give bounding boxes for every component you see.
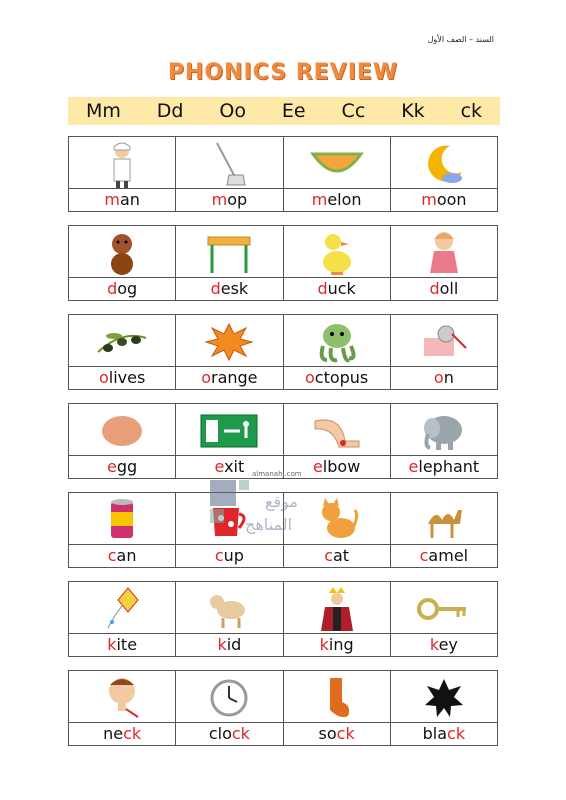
word-label [69,188,175,211]
egg-icon [69,404,175,458]
word-cell [391,226,497,300]
highlighted-sound: m [104,190,120,209]
word-part: esk [220,279,249,298]
word-cell [391,137,497,211]
letter-label: Ee [281,100,306,122]
highlighted-sound: d [429,279,440,298]
elephant-icon [391,404,497,458]
word-part: at [332,546,350,565]
highlighted-sound: d [317,279,328,298]
word-part: gg [116,457,138,476]
header-note: السند – الصف الأول [427,35,494,44]
word-cell [176,493,283,567]
word-label [391,455,497,478]
orange-icon [176,315,282,369]
sock-icon [284,671,390,725]
word-part: so [318,724,337,743]
phonics-row [68,314,498,390]
phonics-row [68,403,498,479]
word-label [69,633,175,656]
word-cell [284,671,391,745]
svg-text:المناهج: المناهج [245,515,293,534]
doll-icon [391,226,497,280]
word-cell [69,582,176,656]
word-cell [69,315,176,389]
word-part: bla [422,724,448,743]
elbow-icon [284,404,390,458]
watermark-text: almanahj.com [252,470,302,478]
word-cell [284,315,391,389]
word-cell [284,226,391,300]
word-label [284,366,390,389]
word-label [391,188,497,211]
highlighted-sound: c [214,546,224,565]
letter-label: Oo [219,100,246,122]
word-label [391,544,497,567]
word-label [284,277,390,300]
word-part: ctopus [314,368,369,387]
letter-label: Dd [156,100,184,122]
highlighted-sound: ck [231,724,250,743]
cat-icon [284,493,390,547]
melon-icon [284,137,390,191]
highlighted-sound: m [211,190,228,209]
word-cell [176,137,283,211]
word-label [176,188,282,211]
page-title: PHONICS REVIEW [167,60,399,85]
word-cell [69,493,176,567]
black-star-icon [391,671,497,725]
word-cell [176,582,283,656]
word-cell [284,493,391,567]
highlighted-sound: k [429,635,439,654]
word-cell [284,582,391,656]
phonics-row [68,670,498,746]
highlighted-sound: c [419,546,429,565]
highlighted-sound: c [324,546,333,565]
word-part: lbow [322,457,361,476]
highlighted-sound: o [98,368,109,387]
man-icon [69,137,175,191]
word-part: amel [428,546,469,565]
kite-icon [69,582,175,636]
word-part: ne [103,724,124,743]
word-part: uck [327,279,356,298]
word-label [176,277,282,300]
word-label [284,188,390,211]
word-cell [284,404,391,478]
word-part: range [211,368,258,387]
duck-icon [284,226,390,280]
highlighted-sound: o [433,368,444,387]
word-cell [391,493,497,567]
king-icon [284,582,390,636]
phonics-row [68,136,498,212]
neck-icon [69,671,175,725]
word-cell [69,404,176,478]
word-label [391,277,497,300]
letters-bar [68,97,500,125]
on-icon [391,315,497,369]
word-cell [284,137,391,211]
word-part: clo [208,724,232,743]
word-part: lives [108,368,146,387]
highlighted-sound: d [107,279,118,298]
word-label [391,633,497,656]
highlighted-sound: e [107,457,117,476]
word-label [69,544,175,567]
word-label [284,722,390,745]
highlighted-sound: o [304,368,315,387]
highlighted-sound: ck [123,724,142,743]
word-label [284,633,390,656]
word-cell [391,671,497,745]
highlighted-sound: d [210,279,221,298]
highlighted-sound: k [319,635,329,654]
word-part: an [119,190,140,209]
highlighted-sound: k [217,635,227,654]
svg-text:موقع: موقع [265,492,298,511]
word-label [69,277,175,300]
word-label [176,722,282,745]
word-part: oll [439,279,459,298]
word-cell [176,671,283,745]
word-label [391,722,497,745]
camel-icon [391,493,497,547]
word-part: op [227,190,248,209]
word-label [176,366,282,389]
highlighted-sound: k [107,635,117,654]
highlighted-sound: ck [447,724,466,743]
olives-icon [69,315,175,369]
word-label [284,544,390,567]
word-part: ite [116,635,138,654]
word-label [69,722,175,745]
word-cell [391,404,497,478]
word-cell [391,315,497,389]
word-label [69,455,175,478]
phonics-row [68,225,498,301]
word-cell [69,671,176,745]
can-icon [69,493,175,547]
highlighted-sound: o [201,368,211,387]
word-part: up [223,546,244,565]
word-part: an [116,546,137,565]
word-cell [391,582,497,656]
word-cell [69,226,176,300]
clock-icon [176,671,282,725]
word-cell [69,137,176,211]
moon-icon [391,137,497,191]
key-icon [391,582,497,636]
highlighted-sound: m [311,190,328,209]
highlighted-sound: e [312,457,323,476]
highlighted-sound: c [107,546,117,565]
dog-icon [69,226,175,280]
letter-label: Cc [341,100,366,122]
desk-icon [176,226,282,280]
letter-label: ck [460,100,483,122]
word-part: lephant [418,457,480,476]
word-cell [176,404,283,478]
word-label [176,633,282,656]
kid-goat-icon [176,582,282,636]
word-part: id [226,635,242,654]
highlighted-sound: m [421,190,437,209]
mop-icon [176,137,282,191]
word-label [176,544,282,567]
word-part: xit [224,457,245,476]
word-part: n [443,368,454,387]
word-part: oon [436,190,467,209]
word-part: og [117,279,138,298]
letter-label: Kk [401,100,425,122]
word-label [69,366,175,389]
highlighted-sound: ck [336,724,355,743]
octopus-icon [284,315,390,369]
phonics-row [68,492,498,568]
phonics-row [68,581,498,657]
word-part: elon [327,190,362,209]
word-label [391,366,497,389]
highlighted-sound: e [214,457,225,476]
letter-label: Mm [85,100,121,122]
word-cell [176,226,283,300]
word-part: ey [438,635,458,654]
highlighted-sound: e [408,457,419,476]
word-cell [176,315,283,389]
cup-icon [176,493,282,547]
exit-sign-icon [176,404,282,458]
word-part: ing [328,635,354,654]
